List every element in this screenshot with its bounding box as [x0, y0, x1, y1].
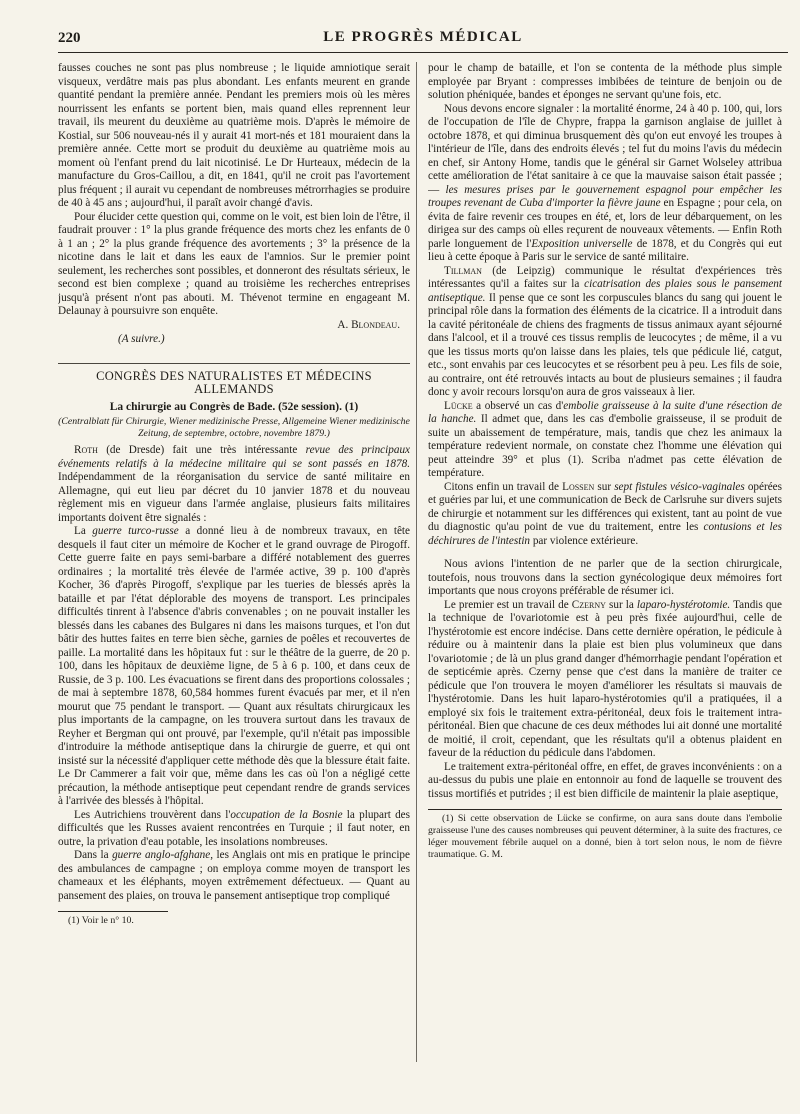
text-run: Indépendamment de la réorganisation du service de santé militaire en Allemagne, qui eut lieu par décret du 10 janvier 1878 et du nouveau règlement mis en vigueur dans l'armée anglaise, plusieurs faits militaires importants doivent être signalés : — [58, 471, 410, 524]
text-run: , les Anglais ont mis en pratique le principe des ambulances de campagne ; on employa comme moyen de transport les chameaux et les éléphants, moyen extrêmement défectueux. — Quant au pansement des plaies, on trouva le pansement antiseptique trop compliqué — [58, 849, 410, 902]
text-run: Dans la — [74, 849, 113, 861]
text-run: Tandis que la technique de l'ovariotomie est à peu près fixée aujourd'hui, celle de l'hystérotomie est encore indécise. Dans cette dernière opération, le pédicule à réduire ou à maintenir dans la plaie est bien plus volumineux que dans l'ovariotomie ; de là un plus grand danger d'hémorrhagie pendant l'opération et de septicémie après. Czerny pense que c'est dans la manière de traiter ce pédicule que l'on trouvera le moyen d'améliorer les résultats si mauvais de l'hystérotomie. Dans les huit laparo-hystérotomies qu'il a pratiquées, il a employé six fois le traitement extra-péritonéal, deux fois le traitement intra-péritonéal. Bien que chacune de ces deux méthodes lui ait donné une mortalité de moitié, il croit, cependant, que les résultats qu'il a obtenus plaident en faveur de la réduction du pédicule dans l'abdomen. — [428, 598, 782, 759]
text-run: (de Dresde) fait une très intéressante — [97, 444, 306, 456]
author-name: Roth — [74, 444, 98, 456]
paragraph — [428, 103, 782, 265]
author-signature: A. Blondeau. — [337, 318, 400, 331]
paragraph: fausses couches ne sont pas plus nombreuse ; le liquide amniotique serait visqueux, verdâtre mais pas plus abondant. Les enfants meurent en grande quantité pendant la première année. Pendant les premiers mois où les mères nourrissent les enfants se portent bien, mais quand elles reprennent leur travail, ils meurent du deuxième au quatrième mois. D'après le mémoire de Kostial, sur 506 nouveau-nés il y aurait 41 mort-nés et 181 mouraient dans la première année. Cette mort se produit du deuxième au quatrième mois au moment où l'enfant prend du lait nicotinisé. Le Dr Hurteaux, médecin de la manufacture du Gros-Caillou, a dit, en 1841, qu'il ne croit pas l'avortement plus fréquent ; il aurait vu cependant de nombreuses métrorrhagies se produire de 40 à 45 ans ; aujourd'hui, il paraît avoir changé d'avis. — [58, 62, 410, 209]
emphasis: laparo-hystérotomie. — [636, 598, 731, 611]
emphasis: occupation de la Bosnie — [230, 808, 343, 821]
emphasis: cicatrisation des plaies sous le pansement antiseptique. — [428, 278, 782, 304]
author-name: Lossen — [562, 480, 595, 493]
footnote: (1) Si cette observation de Lücke se confirme, on aura sans doute dans l'embolie graisseuse l'une des causes nombreuses qui peuvent déterminer, à la suite des fractures, ce léger mouvement fébrile auquel on a donné, bien à tort selon nous, le nom de fièvre traumatique. G. M. — [428, 813, 782, 860]
paragraph — [428, 265, 782, 400]
paragraph-gap — [428, 548, 782, 558]
paragraph — [58, 444, 410, 525]
text-run: Les Autrichiens trouvèrent dans l' — [74, 808, 231, 821]
footnote-rule — [58, 911, 168, 912]
page-number: 220 — [58, 30, 81, 46]
running-head: LE PROGRÈS MÉDICAL — [323, 29, 523, 45]
right-column — [428, 62, 782, 1072]
emphasis: sept fistules vésico-vaginales — [614, 480, 745, 493]
text-run: a donné lieu à de nombreux travaux, en tête desquels il faut citer un mémoire de Kocher et le grand ouvrage de Pirogoff. Cette guerre faite en pays semi-barbare a différé notablement des guerres ordinaires ; la mortalité très élevée de l'armée active, 39 p. 100 d'après Kocher, 36 d'après Pirogoff, s'explique par les tueries de blessés après la bataille et par l'état déplorable des moyens de transport. Les principales difficultés tinrent à l'absence d'abris convenables ; on ne pouvait installer les blessés dans les cabanes des Bulgares ni dans les maisons turques, et l'on dut bâtir des huttes faites en terre bien sèche, garnies de poêles et recouvertes de paille. La mortalité dans les hôpitaux fut : sur le théâtre de la guerre, de 20 p. 100, dans les hôpitaux de deuxième ligne, de 5 à 6 p. 100, et dans ceux de Russie, de 3 p. 100. Les évacuations se firent dans des proportions colossales ; de mai à septembre 1878, 60,584 hommes furent évacués par mer, et il n'en mourut que 75 pendant le transport. — Quant aux résultats chirurgicaux les plus importants de la campagne, on les trouvera surtout dans les travaux de Reyher et Bergman qui ont prouvé, par l'exemple, qu'il n'était pas impossible d'introduire la méthode antiseptique dans la chirurgie de guerre, et qui ont insisté sur la nécessité d'appliquer cette méthode dès que la blessure était faite. Le Dr Cammerer a fait voir que, même dans les cas où l'on a négligé cette précaution, la méthode antiseptique peut cependant rendre de grands services à l'arrivée des blessés à l'hôpital. — [58, 525, 410, 807]
paragraph: Nous avions l'intention de ne parler que de la section chirurgicale, toutefois, nous trouvons dans la section gynécologique deux mémoires fort importants que nous croyons préférable de résumer ici. — [428, 558, 782, 597]
footnote-rule — [428, 809, 782, 810]
text-run: Il pense que ce sont les corpuscules blancs du sang qui jouent le principal rôle dans la formation des éléments de la cicatrice. Il a introduit dans la cavité péritonéale de chiens des fragments de tissus animaux ayant séjourné dans l'alcool, et il a trouvé ces tissus remplis de leucocytes ; de même, il a vu que les tissus morts qu'on laisse dans les plaies, tels que pédicule lié, catgut, etc., sont envahis par ces leucocytes et se résorbent peu à peu. Les fils de soie, au contraire, ont été retrouvés intacts au bout de plusieurs semaines ; il faudra donc y avoir recours lorsqu'on aura de gros vaisseaux à lier. — [428, 291, 782, 398]
text-run: a observé un cas d' — [472, 399, 564, 412]
left-column — [58, 62, 410, 1072]
text-run: Le premier est un travail de — [444, 598, 572, 611]
emphasis: contusions et les déchirures de l'intestin — [428, 521, 782, 547]
section-title: CONGRÈS DES NATURALISTES ET MÉDECINS ALLEMANDS — [58, 363, 410, 397]
text-run: La — [74, 525, 93, 537]
emphasis: guerre turco-russe — [92, 525, 179, 537]
author-name: Tillman — [444, 264, 482, 277]
emphasis: Exposition universelle — [531, 237, 633, 250]
text-run: en Espagne ; pour cela, on évita de faire revenir ces troupes en été, et, lors de leur débarquement, on les dirigea sur des camps où elles reçurent de nouveaux vêtements. — Enfin Roth parle longuement de l' — [428, 197, 782, 250]
to-be-continued: (A suivre.) — [118, 333, 165, 345]
text-run: Citons enfin un travail de — [444, 480, 563, 493]
text-run: sur la — [605, 598, 637, 611]
paragraph — [58, 525, 410, 809]
paragraph: Le traitement extra-péritonéal offre, en effet, de graves inconvénients : on a au-dessus du pubis une plaie en entonnoir au fond de laquelle se trouvent des tissus mortifiés et putrides ; il est bien difficile de maintenir la plaie aseptique, — [428, 760, 782, 800]
text-run: sur — [594, 480, 615, 493]
emphasis: guerre anglo-afghane — [112, 849, 211, 861]
paragraph — [428, 481, 782, 549]
paragraph: Pour élucider cette question qui, comme on le voit, est bien loin de l'être, il faudrait prouver : 1° la plus grande fréquence des morts chez les enfants de 0 à 1 an ; 2° la plus grande fréquence des avortements ; 3° la présence de la nicotine dans le lait et dans les eaux de l'amnios. Sur le premier point seulement, les recherches sont possibles, et donneront des résultats sérieux, le second est bien complexe ; quand au troisième les recherches entreprises jusqu'à présent n'ont pas abouti. M. Thévenot termine en engageant M. Delaunay à poursuivre son enquête. — [58, 210, 410, 317]
paragraph — [428, 599, 782, 761]
author-name: Lücke — [444, 399, 473, 412]
text-run: Nous devons encore signaler : la mortalité énorme, 24 à 40 p. 100, qui, lors de l'occupation de l'île de Chypre, frappa la garnison anglaise de juillet à octobre 1878, et qui diminua brusquement dès qu'on eut envoyé les troupes à l'intérieur de l'île, dans des endroits élevés ; tel fut du moins l'avis du médecin en chef, sir Antony Home, tandis que le général sir Garnet Wolseley attribua cette amélioration de l'état sanitaire à ce que la mauvaise saison était passée ; — — [428, 102, 782, 196]
text-run: de 1878, et du Congrès qui eut lieu à cette époque à Paris sur le service de santé militaire. — [428, 237, 782, 263]
text-run: Il admet que, dans les cas d'embolie graisseuse, il se produit de suite un abaissement de température, mais, tandis que chez les animaux la température redevient normale, on constate chez l'homme une élévation qui peut atteindre 39° et plus (1). Scriba n'admet pas cette élévation de température. — [428, 413, 782, 479]
text-run: opérées et guéries par lui, et une communication de Beck de Carlsruhe sur divers sujets de chirurgie et notamment sur les différences qui existent, tant au point de vue du diagnostic qu'au point de vue du traitement, entre les — [428, 480, 782, 533]
paragraph — [428, 400, 782, 481]
footnote: (1) Voir le n° 10. — [68, 915, 134, 926]
paragraph: pour le champ de bataille, et l'on se contenta de la méthode plus simple employée par Bryant : compresses imbibées de teinture de benjoin ou de solution phéniquée, bandes et éponges ne servant qu'une fois, etc. — [428, 62, 782, 101]
emphasis: embolie graisseuse à la suite d'une résection de la hanche. — [428, 399, 782, 425]
text-run: par violence extérieure. — [530, 534, 639, 547]
section-subtitle: La chirurgie au Congrès de Bade. (52e session). (1) — [109, 400, 359, 413]
emphasis: les mesures prises par le gouvernement espagnol pour empêcher les troupes revenant de Cuba d'importer la fièvre jaune — [428, 183, 782, 209]
column-divider — [416, 62, 417, 1062]
source-citation: (Centralblatt für Chirurgie, Wiener medizinische Presse, Allgemeine Wiener medizinische Zeitung, de septembre, octobre, novembre 1879.) — [58, 416, 410, 439]
paragraph — [58, 849, 410, 903]
text-run: (de Leipzig) communique le résultat d'expériences très intéressantes qu'il a faites sur la — [428, 264, 782, 290]
paragraph — [58, 809, 410, 850]
emphasis: revue des principaux événements relatifs à la médecine militaire qui se sont passés en 1878. — [58, 444, 410, 470]
page-header — [58, 28, 788, 53]
author-name: Czerny — [571, 598, 606, 611]
text-run: la plupart des difficultés que les Russes avaient rencontrées en Turquie ; il faut noter, en outre, la privation d'eau potable, les insolations nombreuses. — [58, 808, 410, 848]
